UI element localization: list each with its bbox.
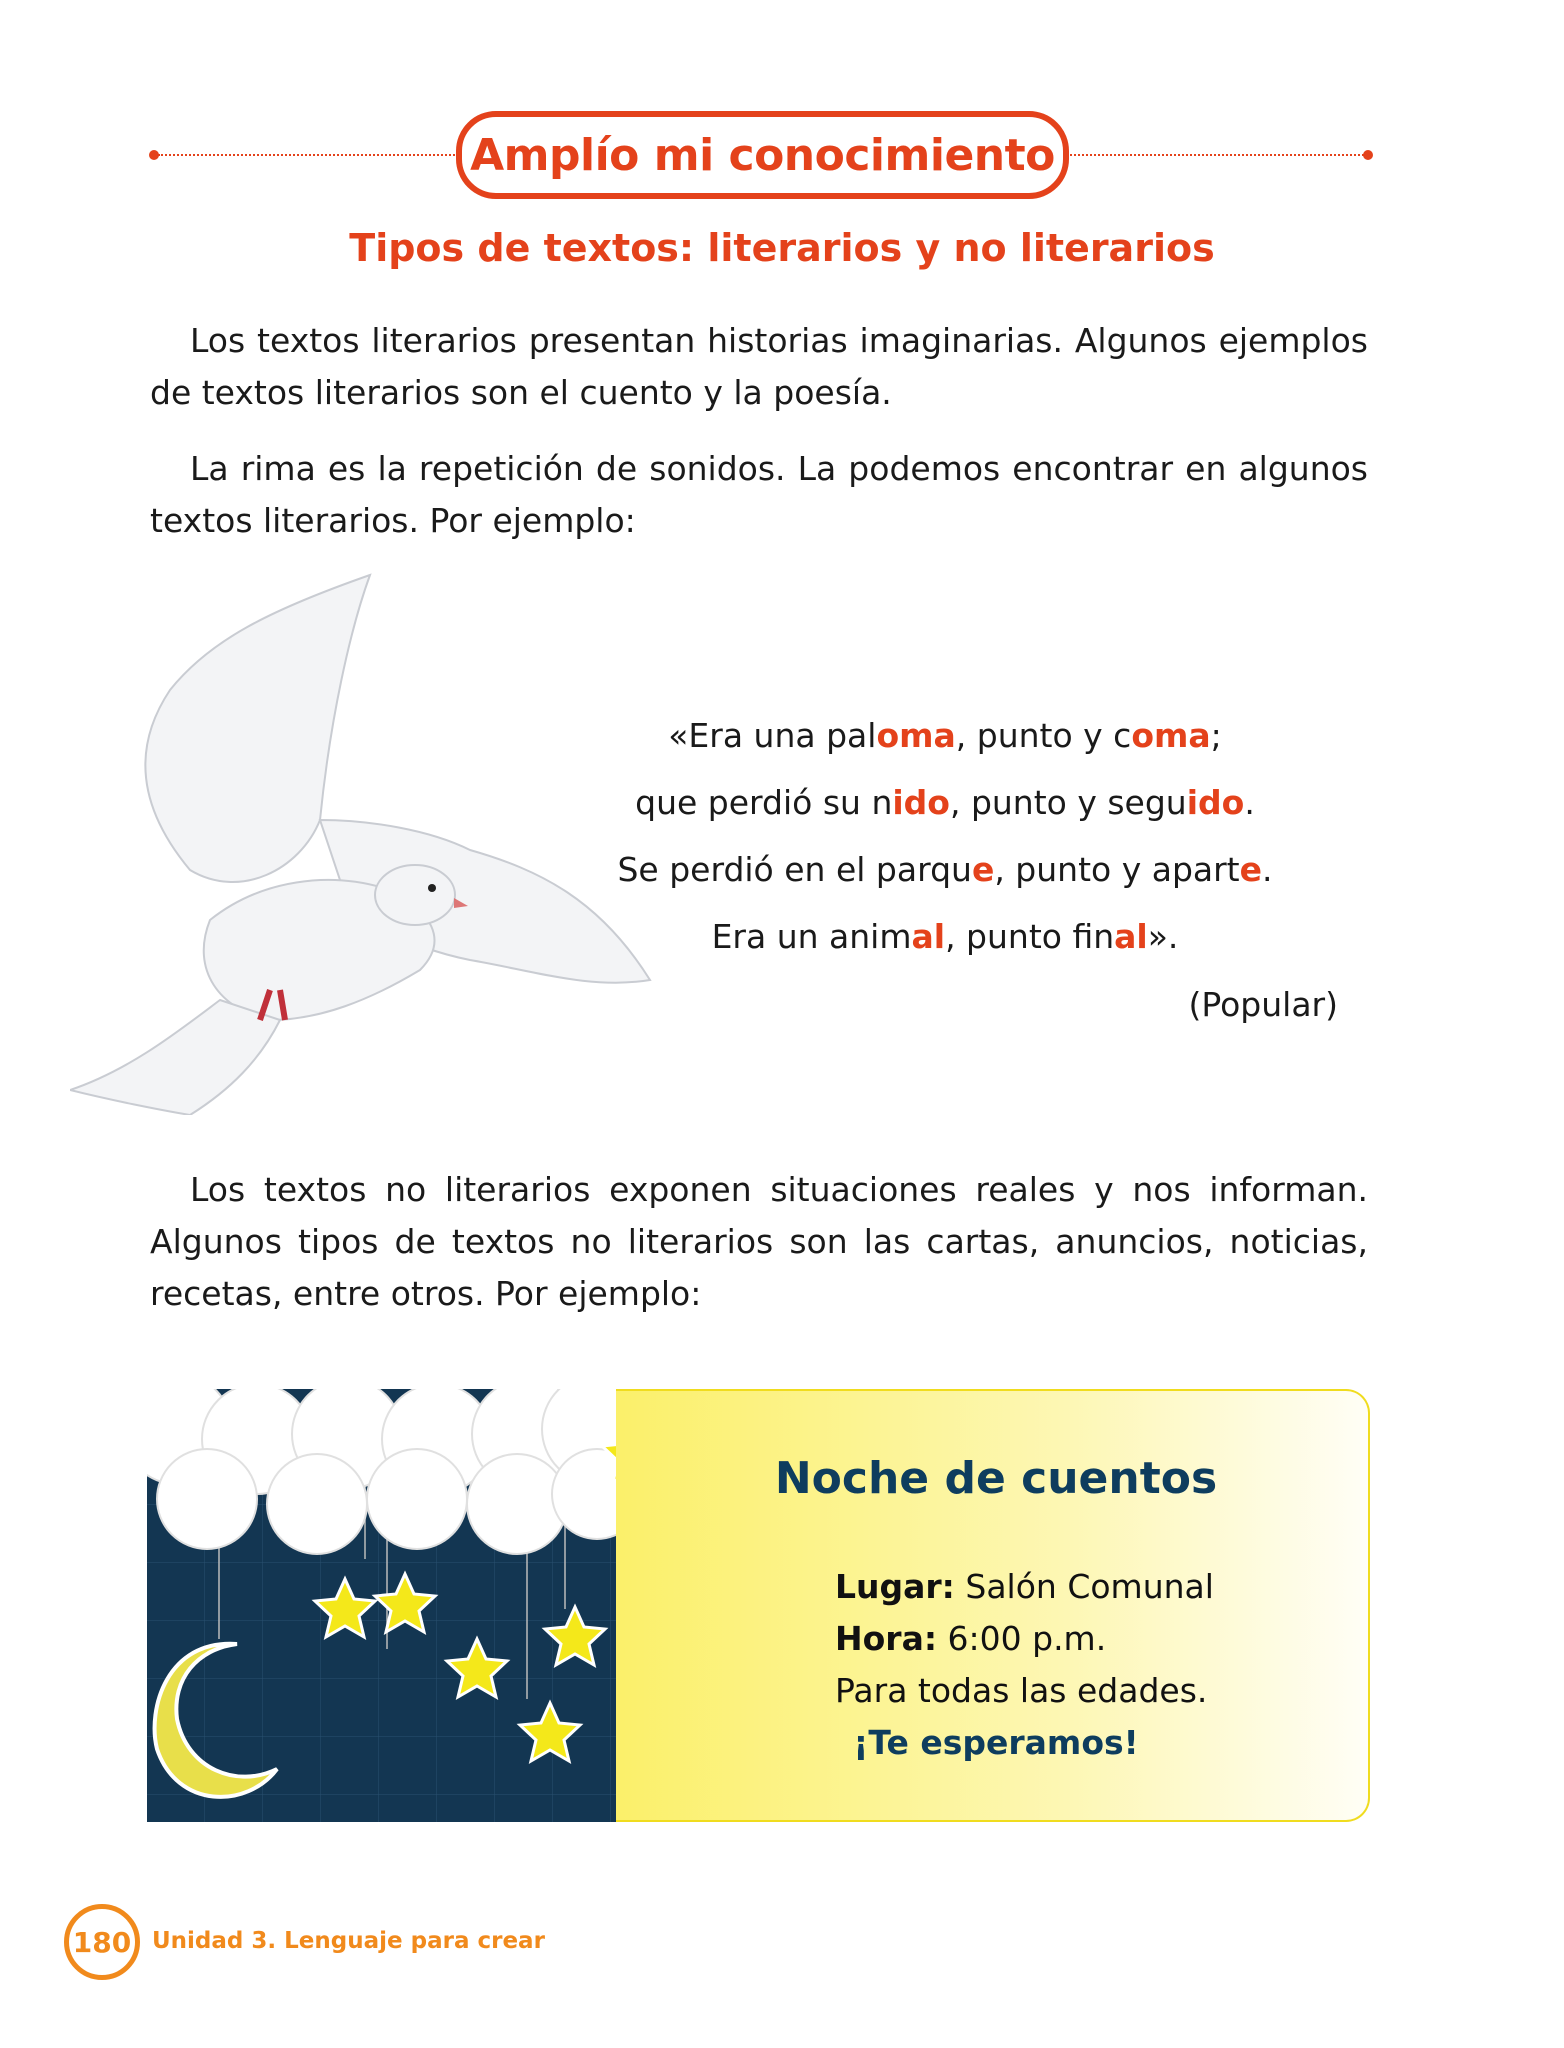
unit-label: Unidad 3. Lenguaje para crear [152,1928,545,1954]
poster-text-card [616,1389,1370,1822]
poem-line: Era un animal, punto final». [711,917,1179,956]
rule-dot-right [1363,150,1373,160]
rhyme-poem [560,702,1330,970]
poem-line: Se perdió en el parque, punto y aparte. [617,850,1273,889]
poem-line: «Era una paloma, punto y coma; [668,716,1222,755]
night-sky-illustration [147,1389,616,1822]
event-poster [147,1389,1372,1822]
paragraph-rhyme: La rima es la repetición de sonidos. La podemos encontrar en algunos textos literarios. Por ejemplo: [150,449,1368,540]
section-title: Amplío mi conocimiento [456,111,1069,199]
dotted-rule-right [1067,154,1367,156]
poem-line: que perdió su nido, punto y seguido. [635,783,1255,822]
poster-time: Hora: 6:00 p.m. [835,1619,1107,1658]
poster-title: Noche de cuentos [774,1453,1218,1504]
page-subtitle: Tipos de textos: literarios y no literarios [349,226,1215,270]
poster-cta: ¡Te esperamos! [853,1723,1139,1762]
page-number: 180 [64,1904,140,1980]
poster-audience: Para todas las edades. [835,1671,1208,1710]
paragraph-non-literary: Los textos no literarios exponen situaciones reales y nos informan. Algunos tipos de textos no literarios son las cartas, anuncios, noticias, recetas, entre otros. Por ejemplo: [150,1170,1368,1313]
poem-source: (Popular) [1188,985,1338,1024]
paragraph-literary: Los textos literarios presentan historias imaginarias. Algunos ejemplos de textos literarios son el cuento y la poesía. [150,321,1368,412]
poster-place: Lugar: Salón Comunal [835,1567,1214,1606]
dotted-rule-left [158,154,458,156]
